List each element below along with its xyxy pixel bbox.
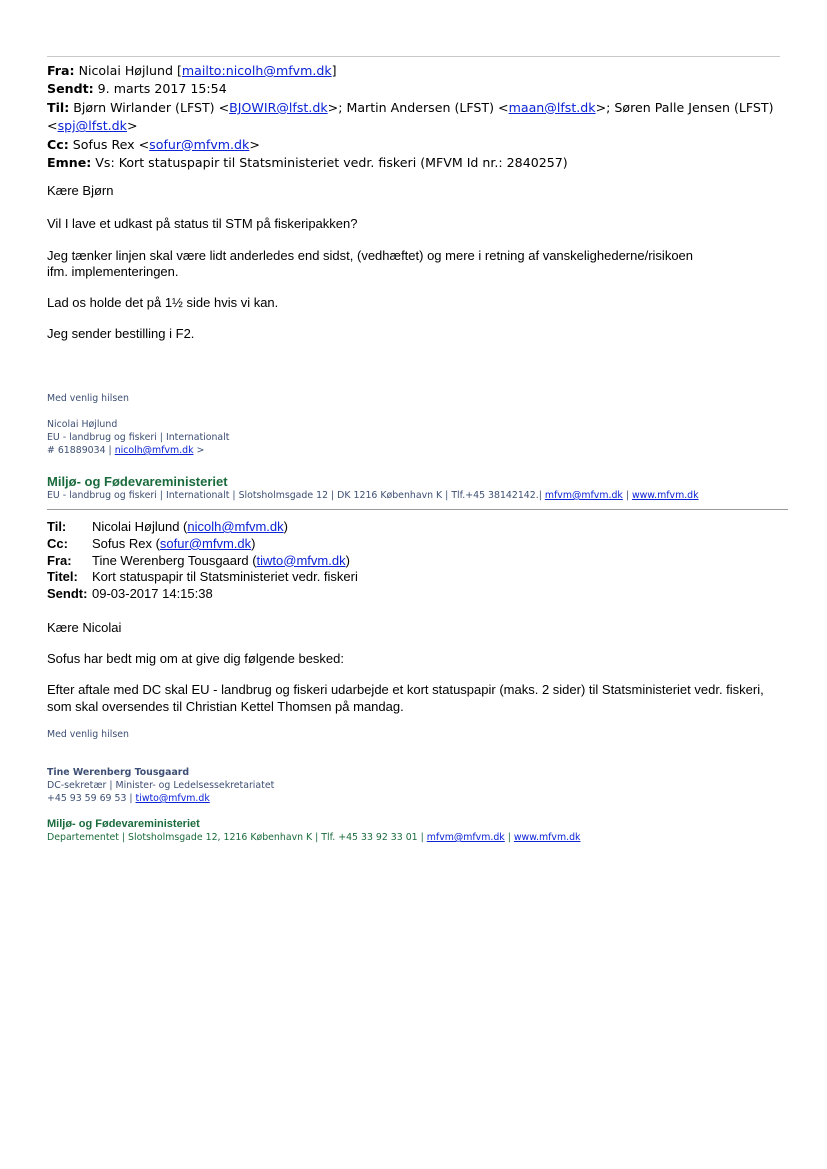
fwd-from-row: Fra: Tine Werenberg Tousgaard (tiwto@mfvm.dk) [47, 552, 350, 568]
to-3-email-link[interactable]: spj@lfst.dk [57, 118, 127, 134]
fwd-to-row: Til: Nicolai Højlund (nicolh@mfvm.dk) [47, 519, 288, 534]
sent-row: Sendt: 9. marts 2017 15:54 [47, 81, 227, 97]
body-paragraph-3: Lad os holde det på 1½ side hvis vi kan. [47, 295, 279, 310]
fwd-org-email-link[interactable]: mfvm@mfvm.dk [426, 832, 505, 843]
subject-value: Vs: Kort statuspapir til Statsministeriet vedr. fiskeri (MFVM Id nr.: 2840257) [95, 155, 568, 171]
to-1-email-link[interactable]: BJOWIR@lfst.dk [229, 99, 328, 115]
fwd-signature-contact: +45 93 59 69 53 | tiwto@mfvm.dk [47, 793, 210, 804]
from-name: Nicolai Højlund [78, 63, 173, 78]
from-row: Fra: Nicolai Højlund [mailto:nicolh@mfvm.dk] [47, 63, 337, 78]
fwd-signature-closing: Med venlig hilsen [47, 729, 129, 740]
top-divider [47, 56, 780, 57]
fwd-from-email-link[interactable]: tiwto@mfvm.dk [256, 552, 346, 568]
fwd-cc-email-link[interactable]: sofur@mfvm.dk [159, 535, 252, 551]
cc-row: Cc: Sofus Rex <sofur@mfvm.dk> [47, 136, 260, 152]
email-header [47, 62, 787, 172]
sent-value: 9. marts 2017 15:54 [97, 81, 227, 97]
org-address-line: EU - landbrug og fiskeri | Internationalt | Slotsholmsgade 12 | DK 1216 København K | Tlf.+45 38142142.| mfvm@mfvm.dk | www.mfvm.dk [47, 490, 699, 501]
fwd-signature-block [47, 779, 274, 805]
fwd-paragraph-2: Efter aftale med DC skal EU - landbrug og fiskeri udarbejde et kort statuspapir (maks. 2 sider) til Statsministeriet vedr. fiskeri, som skal oversendes til Christian Kettel Thomsen på mandag. [47, 682, 764, 714]
fwd-paragraph-1: Sofus har bedt mig om at give dig følgende besked: [47, 651, 345, 666]
fwd-cc-row: Cc: Sofus Rex (sofur@mfvm.dk) [47, 535, 256, 551]
fwd-org-name: Miljø- og Fødevareministeriet [47, 818, 200, 830]
org-web-link[interactable]: www.mfvm.dk [631, 490, 699, 501]
signature-name: Nicolai Højlund [47, 419, 118, 430]
from-mailto-link[interactable]: mailto:nicolh@mfvm.dk [181, 63, 332, 78]
body-paragraph-4: Jeg sender bestilling i F2. [47, 326, 195, 341]
fwd-to-email-link[interactable]: nicolh@mfvm.dk [187, 519, 284, 534]
fwd-org-web-link[interactable]: www.mfvm.dk [513, 832, 581, 843]
signature-contact: # 61889034 | nicolh@mfvm.dk > [47, 445, 205, 456]
forwarded-header [47, 519, 358, 603]
fwd-sent-row: Sendt: 09-03-2017 14:15:38 [47, 586, 213, 602]
fwd-signature-role: DC-sekretær | Minister- og Ledelsessekretariatet [47, 780, 275, 791]
fwd-org-address-line: Departementet | Slotsholmsgade 12, 1216 København K | Tlf. +45 33 92 33 01 | mfvm@mfvm.dk | www.mfvm.dk [47, 832, 581, 843]
body-paragraph-2: Jeg tænker linjen skal være lidt anderledes end sidst, (vedhæftet) og mere i retning af vanskelighederne/risikoen ifm. implementeringen. [47, 248, 694, 279]
fwd-signature-name: Tine Werenberg Tousgaard [47, 767, 190, 778]
fwd-signature-email-link[interactable]: tiwto@mfvm.dk [135, 793, 210, 804]
cc-email-link[interactable]: sofur@mfvm.dk [149, 136, 250, 152]
org-email-link[interactable]: mfvm@mfvm.dk [544, 490, 623, 501]
subject-row: Emne: Vs: Kort statuspapir til Statsministeriet vedr. fiskeri (MFVM Id nr.: 2840257) [47, 155, 568, 171]
signature-block [47, 418, 229, 457]
to-row: Til: Bjørn Wirlander (LFST) <BJOWIR@lfst.dk>; Martin Andersen (LFST) <maan@lfst.dk>; Søren Palle Jensen (LFST) <spj@lfst.dk> [47, 99, 774, 134]
fwd-title-row: Titel: Kort statuspapir til Statsministeriet vedr. fiskeri [47, 569, 358, 585]
to-2-email-link[interactable]: maan@lfst.dk [508, 99, 596, 115]
forward-divider [47, 509, 788, 510]
body-paragraph-1: Vil I lave et udkast på status til STM på fiskeripakken? [47, 216, 358, 231]
fwd-greeting: Kære Nicolai [47, 620, 122, 635]
greeting: Kære Bjørn [47, 183, 114, 198]
signature-email-link[interactable]: nicolh@mfvm.dk [114, 445, 194, 456]
signature-dept: EU - landbrug og fiskeri | Internationalt [47, 432, 230, 443]
signature-closing: Med venlig hilsen [47, 393, 129, 404]
org-name: Miljø- og Fødevareministeriet [47, 474, 228, 489]
